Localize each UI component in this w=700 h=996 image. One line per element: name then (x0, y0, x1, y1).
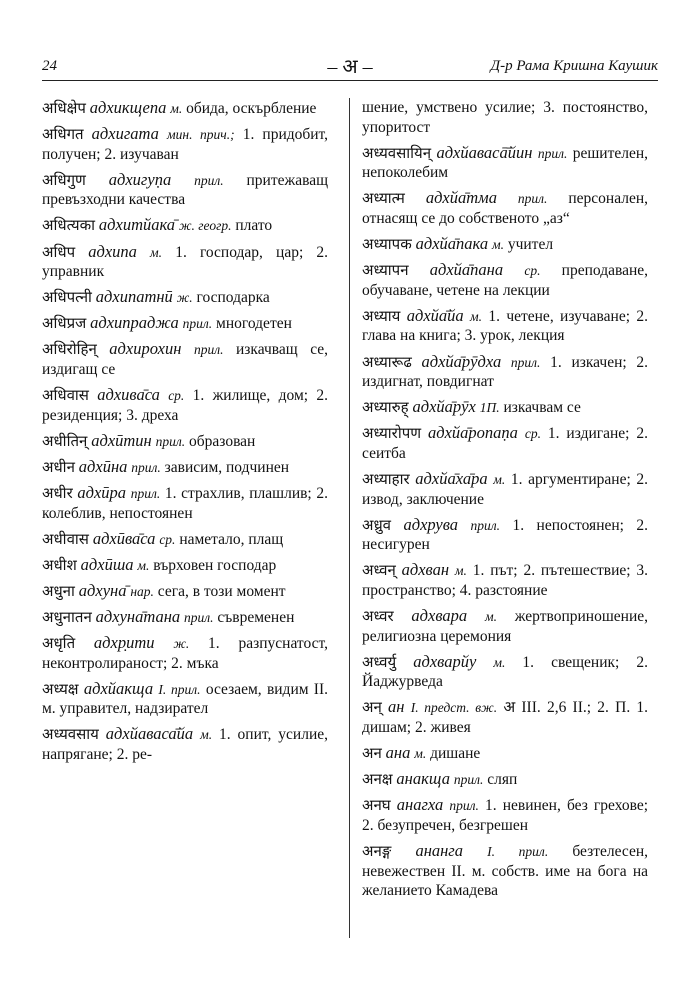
dictionary-entry (42, 287, 328, 308)
headword-devanagari: अधिगत (42, 125, 84, 144)
grammar-label: I. прил. (158, 681, 201, 697)
definition: अ III. 2,6 II.; 2. П. 1. дишам; 2. живея (362, 699, 649, 737)
headword-devanagari: अध्रुव (362, 515, 392, 534)
grammar-label: 1П. (479, 400, 500, 416)
section-letter: – अ – (327, 56, 373, 78)
dictionary-entry (42, 98, 328, 119)
headword-devanagari: अधीश (42, 555, 77, 574)
dictionary-entry (362, 469, 648, 509)
grammar-label: прил. (510, 354, 541, 370)
headword-devanagari: अध्यवसाय (42, 725, 99, 744)
headword-transliteration: анагха (396, 795, 444, 815)
headword-devanagari: अन (362, 744, 382, 763)
headword-devanagari: अध्वर्यु (362, 652, 397, 671)
running-head-author: Д-р Рама Кришна Каушик (490, 58, 658, 74)
headword-devanagari: अध्यारूढ (362, 352, 412, 371)
dictionary-entry (362, 697, 648, 737)
headword-transliteration: адхрува (403, 514, 459, 534)
column-divider (349, 98, 350, 938)
dictionary-entry (42, 607, 328, 628)
headword-transliteration: адхӣна (78, 456, 128, 476)
headword-transliteration: адхигуṇа (108, 169, 172, 189)
definition: обида, оскърбление (186, 100, 317, 117)
headword-transliteration: адхйавасā̄йин (436, 142, 533, 162)
headword-devanagari: अधृति (42, 634, 76, 653)
headword-devanagari: अनघ (362, 796, 391, 815)
dictionary-entry (42, 581, 328, 602)
definition: многодетен (216, 315, 292, 333)
headword-transliteration: адхйа̄йа (406, 305, 464, 325)
dictionary-entry (362, 234, 648, 255)
dictionary-entry (362, 769, 648, 790)
grammar-label: прил. (453, 772, 484, 788)
grammar-label: ж. (173, 636, 190, 652)
definition: преподаване, обучаване, четене на лекции (362, 262, 649, 299)
dictionary-entry (362, 397, 648, 418)
definition: 1. опит, усилие, напрягане; 2. ре- (42, 726, 329, 764)
definition: плато (235, 217, 273, 235)
grammar-label: прил. (130, 486, 161, 501)
definition: 1. придобит, получен; 2. изучаван (42, 126, 329, 163)
headword-devanagari: अनक्ष (362, 770, 393, 789)
definition: 1. път; 2. пътешествие; 3. пространство; 4. разстояние (362, 562, 649, 599)
headword-transliteration: адхӣра (77, 483, 127, 502)
headword-devanagari: अधुना (42, 581, 75, 600)
headword-transliteration: адхйа̄ха̄ра (415, 469, 488, 488)
headword-devanagari: अधिप्रज (42, 314, 87, 333)
grammar-label: м. (170, 101, 183, 116)
dictionary-entry (42, 724, 328, 764)
headword-devanagari: अध्यवसायिन् (362, 143, 432, 162)
dictionary-entry (42, 215, 328, 236)
definition: 1. невинен, без грехове; 2. безупречен, безгрешен (362, 797, 649, 834)
grammar-label: м. (491, 237, 504, 253)
dictionary-entry (362, 795, 648, 835)
grammar-label: прил. (194, 172, 224, 188)
headword-devanagari: अध्वर (362, 607, 394, 626)
dictionary-entry (362, 143, 648, 183)
definition: 1. четене, изучаване; 2. глава на книга; 3. урок, лекция (362, 307, 648, 345)
definition: осезаем, видим II. м. управител, надзирател (42, 680, 329, 718)
headword-devanagari: अधिक्षेप (42, 99, 86, 117)
grammar-label: ж. (176, 290, 193, 306)
headword-transliteration: ан (388, 697, 405, 717)
definition: изкачващ се, издигащ се (42, 341, 329, 379)
headword-transliteration: ана (385, 743, 411, 763)
left-column (42, 98, 328, 770)
grammar-label: прил. (184, 609, 214, 625)
grammar-label: мин. прич.; (167, 127, 235, 143)
continued-definition: шение, умствено усилие; 3. постоянство, упоритост (362, 99, 648, 136)
definition: зависим, подчинен (164, 458, 290, 476)
dictionary-entry (362, 652, 648, 692)
headword-devanagari: अध्यक्ष (42, 679, 79, 698)
dictionary-entry (42, 529, 328, 550)
definition: 1. жилище, дом; 2. резиденция; 3. дреха (42, 387, 328, 424)
headword-transliteration: адхйа̄пана (429, 260, 504, 280)
definition: съвременен (217, 608, 295, 626)
grammar-label: ср. (159, 531, 176, 547)
grammar-label: I. предст. вж. (410, 700, 498, 716)
headword-transliteration: адхикщепа (89, 98, 167, 117)
headword-devanagari: अधित्यका (42, 216, 96, 235)
grammar-label: прил. (131, 459, 161, 475)
definition: жертвоприношение, религиозна церемония (362, 608, 649, 645)
headword-devanagari: अध्यापक (362, 235, 412, 254)
dictionary-entry (362, 306, 648, 346)
headword-transliteration: адхйакща (83, 678, 154, 698)
headword-transliteration: адхйа̄ропаṇа (428, 423, 518, 443)
dictionary-entry (42, 431, 328, 452)
grammar-label: м. (484, 609, 497, 625)
grammar-label: ж. геогр. (178, 218, 232, 234)
grammar-label: прил. (537, 145, 568, 161)
headword-transliteration: адхӣва̄са (92, 528, 156, 548)
grammar-label: м. (150, 244, 163, 260)
headword-transliteration: адхирохин (109, 339, 182, 359)
definition: 1. страхлив, плашлив; 2. колеблив, непостоянен (42, 485, 329, 522)
grammar-label: м. (414, 746, 427, 762)
definition: изкачвам се (503, 399, 581, 417)
definition: образован (189, 432, 256, 450)
grammar-label: м. (454, 563, 467, 579)
dictionary-entry (42, 679, 328, 719)
headword-devanagari: अधिरोहिन् (42, 340, 97, 359)
page-number: 24 (42, 58, 57, 74)
definition: сляп (487, 771, 518, 789)
headword-transliteration: адхитйака̄ (98, 215, 176, 235)
headword-transliteration: адхипраджа (90, 313, 179, 333)
dictionary-entry (362, 515, 648, 555)
definition: 1. свещеник; 2. Йаджурведа (362, 653, 649, 691)
headword-transliteration: анакща (396, 769, 450, 789)
dictionary-entry (362, 606, 648, 646)
headword-devanagari: अधुनातन (42, 607, 92, 626)
headword-devanagari: अध्यारुह् (362, 398, 409, 417)
definition: 1. аргументиране; 2. извод, заключение (362, 471, 649, 508)
definition: 1. изкачен; 2. издигнат, повдигнат (362, 353, 649, 391)
headword-transliteration: адхвара (411, 606, 468, 626)
headword-devanagari: अध्यात्म (362, 189, 405, 208)
grammar-label: прил. (193, 342, 224, 358)
grammar-label: м. (470, 308, 482, 324)
definition: безтелесен, невежествен II. м. собств. име на бога на желанието Камадева (362, 843, 649, 900)
definition: наметало, плащ (179, 530, 284, 548)
definition: господарка (196, 289, 270, 307)
headword-devanagari: अधिवास (42, 386, 89, 405)
headword-devanagari: अधीवास (42, 529, 89, 548)
definition: 1. издигане; 2. сеитба (362, 425, 649, 462)
definition: върховен господар (153, 556, 277, 574)
headword-devanagari: अध्वन् (362, 561, 396, 580)
headword-devanagari: अध्याय (362, 306, 401, 325)
headword-transliteration: адхӣтин (91, 430, 152, 450)
grammar-label: прил. (517, 191, 548, 207)
headword-transliteration: адхр̣ити (93, 633, 155, 653)
headword-devanagari: अध्यापन (362, 261, 409, 280)
dictionary-entry (42, 483, 328, 523)
headword-transliteration: адхйа̄тма (425, 188, 497, 208)
headword-transliteration: адхигата (91, 124, 159, 144)
dictionary-entry (42, 242, 328, 282)
grammar-label: м. (137, 557, 150, 573)
dictionary-entry (42, 313, 328, 334)
grammar-label: м. (493, 472, 506, 487)
grammar-label: м. (493, 654, 506, 670)
dictionary-entry (42, 339, 328, 379)
headword-devanagari: अनङ्ग (362, 842, 392, 860)
dictionary-entry (42, 457, 328, 478)
grammar-label: прил. (155, 433, 186, 449)
definition: учител (507, 236, 554, 254)
headword-transliteration: адхипа (88, 241, 137, 261)
definition: решителен, непоколебим (362, 144, 649, 182)
dictionary-entry (42, 385, 328, 425)
definition: притежаващ превъзходни качества (42, 171, 329, 209)
definition: дишане (430, 745, 481, 763)
page-header (42, 52, 658, 78)
headword-transliteration: адхйа̄пака (415, 234, 489, 254)
dictionary-entry (362, 743, 648, 764)
headword-transliteration: адхйа̄рӯдха (421, 351, 502, 371)
grammar-label: прил. (182, 316, 213, 332)
definition: 1. непостоянен; 2. несигурен (362, 516, 649, 554)
headword-devanagari: अधिपत्नी (42, 288, 92, 307)
dictionary-entry (362, 352, 648, 392)
headword-transliteration: адхипатнӣ (95, 287, 173, 307)
dictionary-entry (42, 555, 328, 576)
grammar-label: нар. (130, 583, 154, 599)
headword-devanagari: अधीर (42, 484, 73, 502)
definition: 1. разпуснатост, неконтролираност; 2. мъка (42, 635, 328, 672)
definition: 1. господар, цар; 2. управник (42, 243, 329, 281)
dictionary-entry (42, 124, 328, 164)
headword-devanagari: अधीतिन् (42, 431, 88, 450)
headword-transliteration: адхйа̄рӯх (412, 397, 476, 417)
headword-transliteration: адхӣша (80, 554, 134, 574)
dictionary-entry (362, 841, 648, 901)
dictionary-entry (42, 633, 328, 673)
grammar-label: прил. (470, 517, 501, 533)
headword-transliteration: адхуна̄тана (95, 606, 181, 626)
grammar-label: ср. (524, 426, 541, 442)
headword-transliteration: адхван (401, 560, 450, 580)
dictionary-entry (42, 170, 328, 210)
headword-transliteration: адхуна̄ (78, 580, 127, 600)
grammar-label: ср. (524, 263, 541, 279)
headword-devanagari: अधिप (42, 242, 76, 261)
headword-transliteration: ананга (415, 841, 463, 860)
definition: персонален, отнасящ се до собственото „аз“ (362, 190, 649, 227)
headword-devanagari: अध्यारोपण (362, 424, 422, 443)
headword-transliteration: адхива̄са (97, 385, 160, 405)
definition: сега, в този момент (157, 582, 286, 600)
headword-devanagari: अधीन (42, 457, 75, 476)
grammar-label: ср. (168, 388, 185, 404)
headword-devanagari: अन् (362, 698, 382, 717)
grammar-label: I. прил. (487, 844, 549, 859)
headword-devanagari: अध्याहार (362, 470, 410, 488)
grammar-label: прил. (449, 798, 479, 814)
headword-devanagari: अधिगुण (42, 170, 86, 189)
dictionary-entry (362, 423, 648, 463)
headword-transliteration: адхварйу (413, 651, 477, 671)
dictionary-entry (362, 188, 648, 228)
right-column (362, 98, 648, 906)
dictionary-entry (362, 260, 648, 300)
grammar-label: м. (200, 727, 213, 743)
headword-transliteration: адхйаваса̄йа (105, 724, 194, 744)
dictionary-entry (362, 560, 648, 600)
header-rule (42, 80, 658, 81)
